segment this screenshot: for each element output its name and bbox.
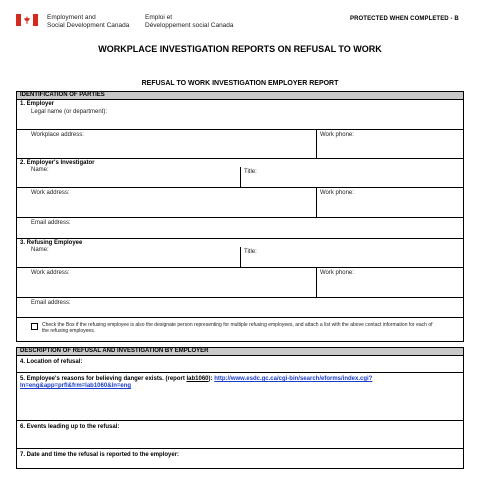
lab1060-form-link[interactable]: http://www.esdc.gc.ca/cgi-bin/search/eforms/index.cgi?ln=eng&app=prfl&frm=lab1060&ln=eng bbox=[20, 376, 373, 389]
page-title: WORKPLACE INVESTIGATION REPORTS ON REFUSAL TO WORK bbox=[98, 44, 382, 54]
page-header bbox=[0, 0, 480, 40]
investigator-title-field[interactable]: Title: bbox=[240, 167, 463, 187]
report-form bbox=[16, 91, 464, 469]
designate-person-checkbox-label: Check the Box if the refusing employee is also the designate person representing for multiple refusing employees, and attach a list with the above contact information for each of the refusing employees. bbox=[42, 322, 433, 334]
date-time-reported-field[interactable]: 7. Date and time the refusal is reported to the employer: bbox=[17, 448, 463, 468]
investigator-email-field[interactable]: Email address: bbox=[17, 217, 463, 238]
designate-person-checkbox[interactable] bbox=[31, 323, 38, 330]
employer-legal-name-field[interactable]: Legal name (or department): bbox=[31, 109, 108, 115]
investigator-work-phone-field[interactable]: Work phone: bbox=[316, 188, 463, 217]
employee-name-field[interactable]: Name: bbox=[31, 247, 49, 253]
section-identification bbox=[16, 100, 464, 342]
location-of-refusal-field[interactable]: 4. Location of refusal: bbox=[20, 359, 83, 365]
protected-label: PROTECTED WHEN COMPLETED - B bbox=[350, 16, 459, 22]
employer-work-phone-field[interactable]: Work phone: bbox=[316, 130, 463, 158]
employer-heading: 1. Employer bbox=[20, 101, 55, 107]
section-description bbox=[16, 356, 464, 469]
investigator-heading: 2. Employer's Investigator bbox=[20, 160, 95, 166]
employee-email-field[interactable]: Email address: bbox=[17, 297, 463, 317]
investigator-work-address-field[interactable]: Work address: bbox=[31, 190, 70, 196]
form-subtitle: REFUSAL TO WORK INVESTIGATION EMPLOYER REPORT bbox=[141, 80, 339, 87]
reasons-danger-exists-field[interactable]: 5. Employee's reasons for believing danger exists. (report lab1060): http://www.esdc.gc.ca/cgi-bin/search/eforms/index.cgi?ln=eng&app=prfl&frm=lab1060&ln=eng bbox=[17, 372, 463, 420]
section-description-heading: DESCRIPTION OF REFUSAL AND INVESTIGATION BY EMPLOYER bbox=[16, 347, 464, 356]
employee-work-phone-field[interactable]: Work phone: bbox=[316, 268, 463, 297]
employee-work-address-field[interactable]: Work address: bbox=[31, 270, 70, 276]
refusing-employee-heading: 3. Refusing Employee bbox=[20, 240, 83, 246]
department-name-english: Employment and Social Development Canada bbox=[47, 14, 130, 29]
canada-flag-icon bbox=[16, 14, 38, 26]
events-leading-up-field[interactable]: 6. Events leading up to the refusal: bbox=[17, 420, 463, 448]
section-identification-heading: IDENTIFICATION OF PARTIES bbox=[16, 91, 464, 100]
employee-title-field[interactable]: Title: bbox=[240, 247, 463, 267]
employer-workplace-address-field[interactable]: Workplace address: bbox=[31, 132, 84, 138]
department-name-french: Emploi et Développement social Canada bbox=[145, 14, 234, 29]
investigator-name-field[interactable]: Name: bbox=[31, 167, 49, 173]
